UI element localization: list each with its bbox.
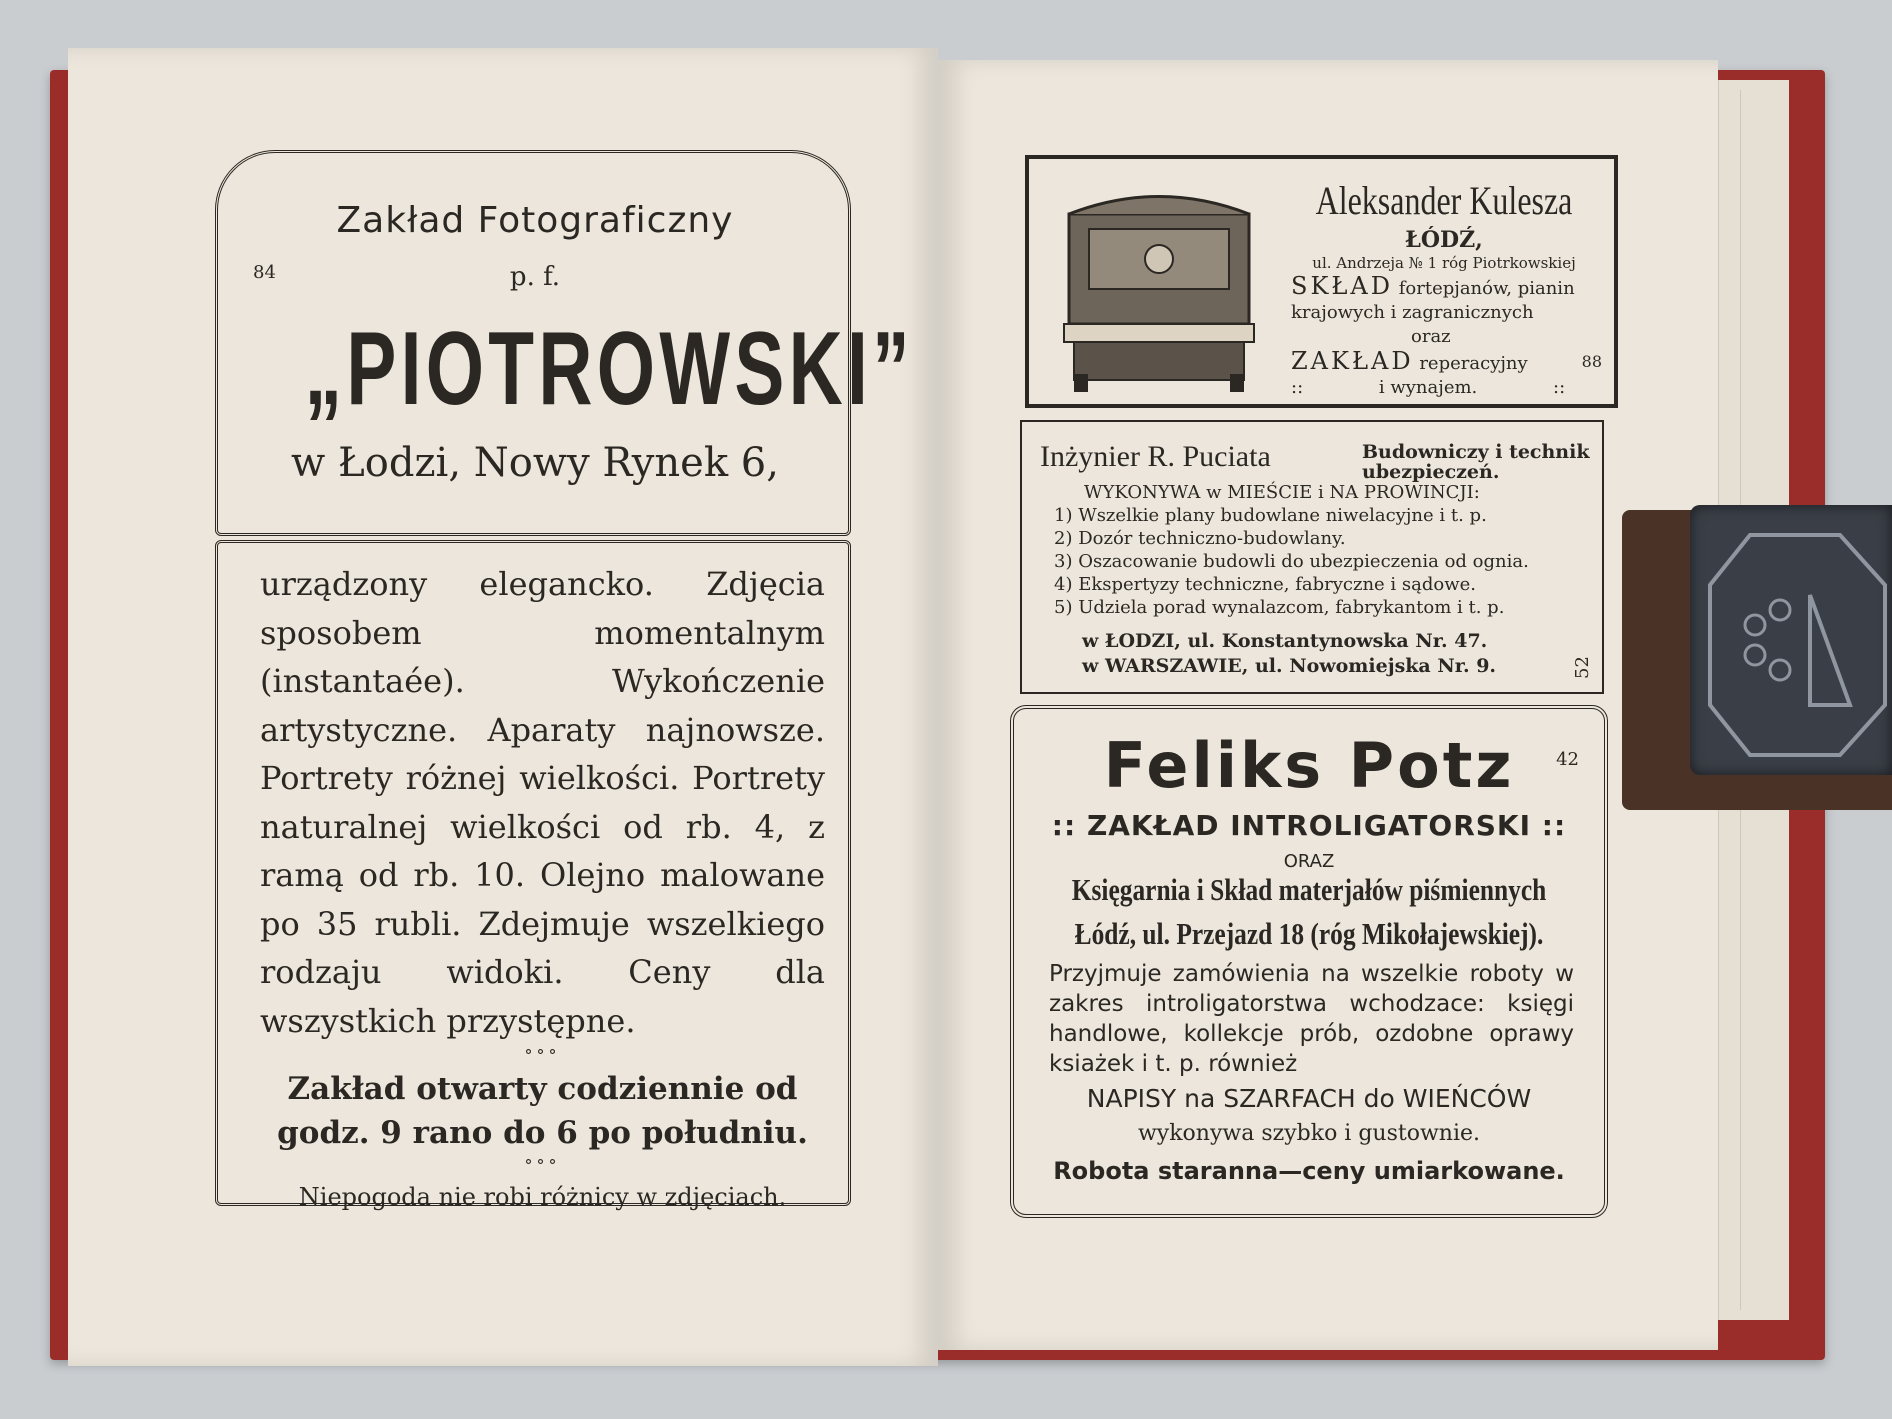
puciata-lodz-address: w ŁODZI, ul. Konstantynowska Nr. 47. xyxy=(1082,630,1488,652)
firm-address: w Łodzi, Nowy Rynek 6, xyxy=(291,440,779,486)
sklad-label: SKŁAD xyxy=(1291,272,1393,300)
firm-name: „PIOTROWSKI” xyxy=(304,311,914,427)
potz-wykonywa: wykonywa szybko i gustownie. xyxy=(1137,1121,1481,1146)
puciata-title: Budowniczy i technik ubezpieczeń. xyxy=(1362,441,1590,483)
kulesza-advertisement xyxy=(1025,155,1618,408)
firm-prefix: p. f. xyxy=(509,262,561,292)
kulesza-number: 88 xyxy=(1581,352,1602,371)
potz-address: Łódź, ul. Przejazd 18 (róg Mikołajewskiej). xyxy=(1074,916,1544,951)
puciata-services-list xyxy=(1054,504,1594,619)
zaklad-label: ZAKŁAD xyxy=(1291,347,1414,375)
colons-left: :: xyxy=(1291,377,1304,398)
ornament-dots: °°° xyxy=(524,1046,561,1065)
sklad-text: fortepjanów, pianin krajowych i zagranicznych xyxy=(1291,278,1575,323)
ad-body xyxy=(260,560,825,1217)
ornament-dots-2: °°° xyxy=(524,1156,561,1175)
puciata-warsaw-address: w WARSZAWIE, ul. Nowomiejska Nr. 9. xyxy=(1082,655,1497,677)
ad-number: 84 xyxy=(253,262,276,283)
kulesza-text xyxy=(1291,274,1606,400)
potz-number: 42 xyxy=(1556,749,1579,770)
opening-hours: Zakład otwarty codziennie od godz. 9 rano do 6 po południu. xyxy=(277,1071,808,1151)
puciata-services-heading: WYKONYWA w MIEŚCIE i NA PROWINCJI: xyxy=(1084,482,1480,503)
potz-body: Przyjmuje zamówienia na wszelkie roboty w zakres introligatorstwa wchodzace: księgi handlowe, kollekcje prób, ozdobne oprawy ksiażek i t. p. również xyxy=(1049,961,1574,1077)
kulesza-city: ŁÓDŹ, xyxy=(1405,227,1483,253)
potz-advertisement xyxy=(1010,705,1608,1218)
puciata-name: Inżynier R. Puciata xyxy=(1040,440,1271,473)
ad-description: urządzony elegancko. Zdjęcia sposobem momentalnym (instantaée). Wykończenie artystyczne. Aparaty najnowsze. Portrety różnej wielkości. Portrety naturalnej wielkości od rb. 4, z ramą od rb. 10. Olejno malowane po 35 rubli. Zdejmuje wszelkiego rodzaju widoki. Ceny dla wszystkich przystępne. xyxy=(260,565,825,1040)
list-item: 2) Dozór techniczno-budowlany. xyxy=(1054,528,1346,549)
zaklad-text: reperacyjny xyxy=(1419,353,1528,374)
potz-subtitle: :: ZAKŁAD INTROLIGATORSKI :: xyxy=(1051,809,1567,842)
studio-title: Zakład Fotograficzny xyxy=(336,200,734,241)
list-item: 3) Oszacowanie budowli do ubezpieczenia od ognia. xyxy=(1054,551,1529,572)
kulesza-street: ul. Andrzeja № 1 róg Piotrkowskiej xyxy=(1312,254,1576,272)
list-item: 4) Ekspertyzy techniczne, fabryczne i sądowe. xyxy=(1054,574,1477,595)
list-item: 5) Udziela porad wynalazcom, fabrykantom i t. p. xyxy=(1054,597,1505,618)
potz-shop-line: Księgarnia i Skład materjałów piśmiennych xyxy=(1071,872,1547,907)
metal-clip-plate xyxy=(1690,505,1892,775)
piano-illustration xyxy=(1059,174,1269,394)
list-item: 1) Wszelkie plany budowlane niwelacyjne i t. p. xyxy=(1054,505,1487,526)
ad-footer: Niepogoda nie robi różnicy w zdjęciach. xyxy=(298,1183,787,1211)
puciata-advertisement xyxy=(1020,420,1604,694)
piotrowski-advertisement xyxy=(215,150,914,1215)
colons-right: :: xyxy=(1553,377,1566,398)
potz-name: Feliks Potz xyxy=(1103,729,1515,802)
oraz-label: oraz xyxy=(1411,326,1451,347)
wynajem-text: i wynajem. xyxy=(1378,377,1478,398)
potz-napisy: NAPISY na SZARFACH do WIEŃCÓW xyxy=(1086,1084,1532,1113)
kulesza-name: Aleksander Kulesza xyxy=(1315,178,1573,223)
potz-oraz: ORAZ xyxy=(1283,851,1335,872)
potz-footer: Robota staranna—ceny umiarkowane. xyxy=(1053,1157,1565,1185)
puciata-number: 52 xyxy=(1572,656,1594,679)
